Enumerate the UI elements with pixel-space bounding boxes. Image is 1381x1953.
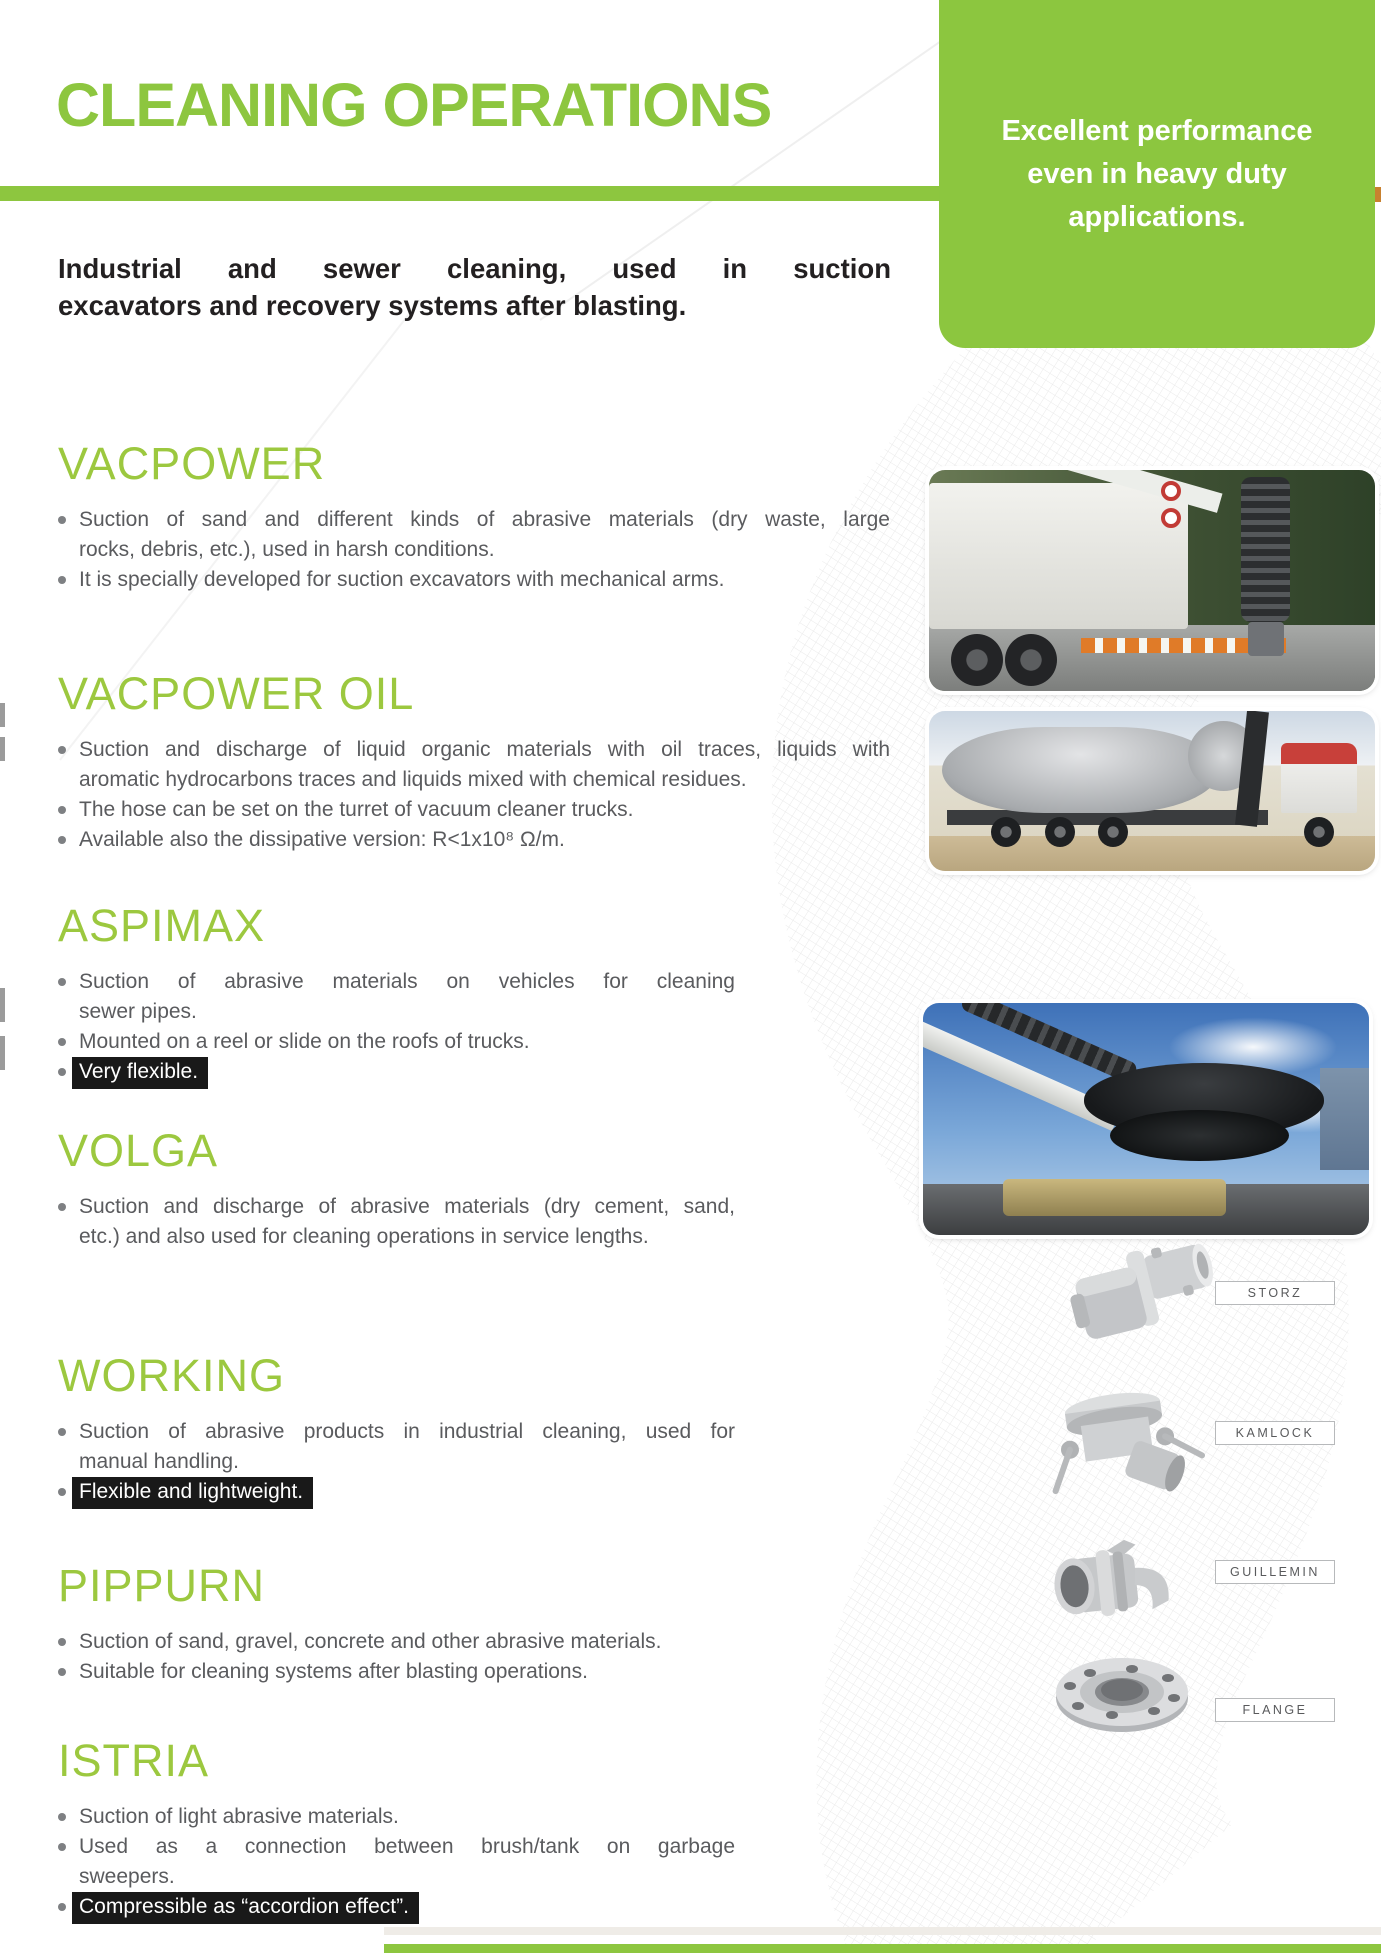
bullet-dot-icon bbox=[58, 516, 66, 524]
bullet-line: Used as a connection between brush/tank on garbage bbox=[79, 1835, 735, 1858]
bullet-line: Suction and discharge of abrasive materials (dry cement, sand, bbox=[79, 1195, 735, 1218]
storz-coupling-image bbox=[1062, 1238, 1227, 1343]
highlighted-feature: Very flexible. bbox=[72, 1057, 208, 1089]
wheel bbox=[1005, 634, 1057, 686]
bullet-line: Suction of sand and different kinds of abrasive materials (dry waste, large bbox=[79, 508, 890, 531]
kamlock-coupling-image bbox=[1040, 1386, 1210, 1506]
wheel bbox=[991, 817, 1021, 847]
background-structure bbox=[1320, 1068, 1369, 1170]
bullet-dot-icon bbox=[58, 1203, 66, 1211]
coupling-label-text: FLANGE bbox=[1242, 1703, 1308, 1717]
bullet-dot-icon bbox=[58, 1428, 66, 1436]
section-volga bbox=[55, 1126, 735, 1252]
edge-tick-mark bbox=[0, 988, 5, 1022]
bullet-dot-icon bbox=[58, 836, 66, 844]
intro-paragraph bbox=[58, 250, 891, 324]
bullet-line: Suction and discharge of liquid organic materials with oil traces, liquids with bbox=[79, 738, 890, 761]
bullet-line: sewer pipes. bbox=[79, 1000, 197, 1023]
guillemin-coupling-image bbox=[1040, 1534, 1190, 1624]
hose-nozzle bbox=[1248, 622, 1284, 655]
bullet-dot-icon bbox=[58, 1668, 66, 1676]
hose-reel-hub bbox=[1110, 1110, 1288, 1161]
roof-machinery-detail bbox=[1003, 1179, 1226, 1216]
highlighted-feature: Flexible and lightweight. bbox=[72, 1477, 313, 1509]
truck-roof-hose-reel-photo bbox=[923, 1003, 1369, 1235]
bullet-line: manual handling. bbox=[79, 1450, 239, 1473]
coupling-label-storz bbox=[1215, 1281, 1335, 1305]
bullet-line: sweepers. bbox=[79, 1865, 175, 1888]
bullet-line: rocks, debris, etc.), used in harsh conditions. bbox=[79, 538, 495, 561]
callout-line: applications. bbox=[1068, 201, 1246, 233]
truck-body bbox=[929, 483, 1188, 629]
bullet-line: Suction of sand, gravel, concrete and other abrasive materials. bbox=[79, 1630, 662, 1653]
bullet-line: Suitable for cleaning systems after blasting operations. bbox=[79, 1660, 588, 1683]
steel-tank bbox=[942, 727, 1219, 813]
flange-coupling-image bbox=[1042, 1648, 1202, 1740]
intro-line: excavators and recovery systems after blasting. bbox=[58, 290, 687, 321]
coupling-label-text: STORZ bbox=[1247, 1286, 1303, 1300]
bullet-line: aromatic hydrocarbons traces and liquids mixed with chemical residues. bbox=[79, 768, 747, 791]
list-item bbox=[55, 1802, 735, 1832]
bullet-line: Suction of abrasive materials on vehicles for cleaning bbox=[79, 970, 735, 993]
bullet-line: Available also the dissipative version: R<1x10⁸ Ω/m. bbox=[79, 828, 565, 851]
suction-hose bbox=[1241, 477, 1290, 623]
list-item bbox=[55, 825, 890, 855]
performance-callout-box bbox=[939, 0, 1375, 348]
bottom-light-strip bbox=[384, 1927, 1381, 1935]
edge-tick-mark bbox=[0, 1036, 5, 1070]
section-aspimax bbox=[55, 901, 735, 1089]
list-item bbox=[55, 1027, 735, 1057]
edge-tick-mark bbox=[0, 703, 5, 727]
bullet-line: The hose can be set on the turret of vacuum cleaner trucks. bbox=[79, 798, 634, 821]
section-pippurn bbox=[55, 1561, 735, 1687]
wheel bbox=[1045, 817, 1075, 847]
bullet-line: etc.) and also used for cleaning operations in service lengths. bbox=[79, 1225, 649, 1248]
header-divider-bar bbox=[0, 186, 939, 201]
coupling-label-text: KAMLOCK bbox=[1235, 1426, 1315, 1440]
list-item bbox=[55, 565, 890, 595]
wheel bbox=[1098, 817, 1128, 847]
bullet-dot-icon bbox=[58, 1038, 66, 1046]
list-item bbox=[55, 967, 735, 1027]
intro-line: Industrial and sewer cleaning, used in suction bbox=[58, 253, 891, 284]
list-item bbox=[55, 1832, 735, 1892]
bullet-dot-icon bbox=[58, 1068, 66, 1076]
page-title: CLEANING OPERATIONS bbox=[56, 71, 772, 139]
list-item bbox=[55, 1657, 735, 1687]
coupling-label-guillemin bbox=[1215, 1560, 1335, 1584]
section-title: ASPIMAX bbox=[58, 900, 266, 951]
section-title: VACPOWER OIL bbox=[58, 668, 415, 719]
list-item bbox=[55, 505, 890, 565]
truck-cab bbox=[1281, 743, 1357, 813]
bullet-dot-icon bbox=[58, 1813, 66, 1821]
list-item bbox=[55, 1477, 735, 1509]
section-title: VOLGA bbox=[58, 1125, 219, 1176]
cab-roof bbox=[1281, 743, 1357, 764]
suction-excavator-rear-photo bbox=[929, 470, 1375, 691]
list-item bbox=[55, 1417, 735, 1477]
road-sign-icon bbox=[1161, 481, 1181, 501]
bullet-line: Mounted on a reel or slide on the roofs of trucks. bbox=[79, 1030, 530, 1053]
list-item bbox=[55, 1627, 735, 1657]
list-item bbox=[55, 735, 890, 795]
vacuum-tanker-truck-photo bbox=[929, 711, 1375, 871]
coupling-label-flange bbox=[1215, 1698, 1335, 1722]
edge-tick-mark bbox=[0, 737, 5, 761]
section-title: PIPPURN bbox=[58, 1560, 266, 1611]
list-item bbox=[55, 795, 890, 825]
bullet-dot-icon bbox=[58, 1488, 66, 1496]
bullet-line: Suction of abrasive products in industrial cleaning, used for bbox=[79, 1420, 735, 1443]
bullet-line: Suction of light abrasive materials. bbox=[79, 1805, 399, 1828]
bullet-dot-icon bbox=[58, 978, 66, 986]
bullet-dot-icon bbox=[58, 1843, 66, 1851]
coupling-label-kamlock bbox=[1215, 1421, 1335, 1445]
wheel bbox=[951, 634, 1003, 686]
bullet-dot-icon bbox=[58, 1638, 66, 1646]
highlighted-feature: Compressible as “accordion effect”. bbox=[72, 1892, 419, 1924]
road-sign-icon bbox=[1161, 508, 1181, 528]
callout-line: even in heavy duty bbox=[1027, 158, 1287, 190]
section-istria bbox=[55, 1736, 735, 1924]
wheel bbox=[1304, 817, 1334, 847]
section-working bbox=[55, 1351, 735, 1509]
section-vacpower bbox=[55, 439, 890, 595]
section-title: ISTRIA bbox=[58, 1735, 210, 1786]
list-item bbox=[55, 1892, 735, 1924]
bullet-dot-icon bbox=[58, 806, 66, 814]
coupling-label-text: GUILLEMIN bbox=[1230, 1565, 1320, 1579]
orange-edge-mark bbox=[1374, 187, 1381, 202]
section-vacpower-oil bbox=[55, 669, 890, 855]
bullet-dot-icon bbox=[58, 1903, 66, 1911]
callout-line: Excellent performance bbox=[1001, 115, 1313, 147]
bullet-dot-icon bbox=[58, 576, 66, 584]
section-title: WORKING bbox=[58, 1350, 285, 1401]
bullet-dot-icon bbox=[58, 746, 66, 754]
bullet-line: It is specially developed for suction excavators with mechanical arms. bbox=[79, 568, 725, 591]
list-item bbox=[55, 1192, 735, 1252]
list-item bbox=[55, 1057, 735, 1089]
section-title: VACPOWER bbox=[58, 438, 326, 489]
bottom-green-strip bbox=[384, 1944, 1381, 1953]
